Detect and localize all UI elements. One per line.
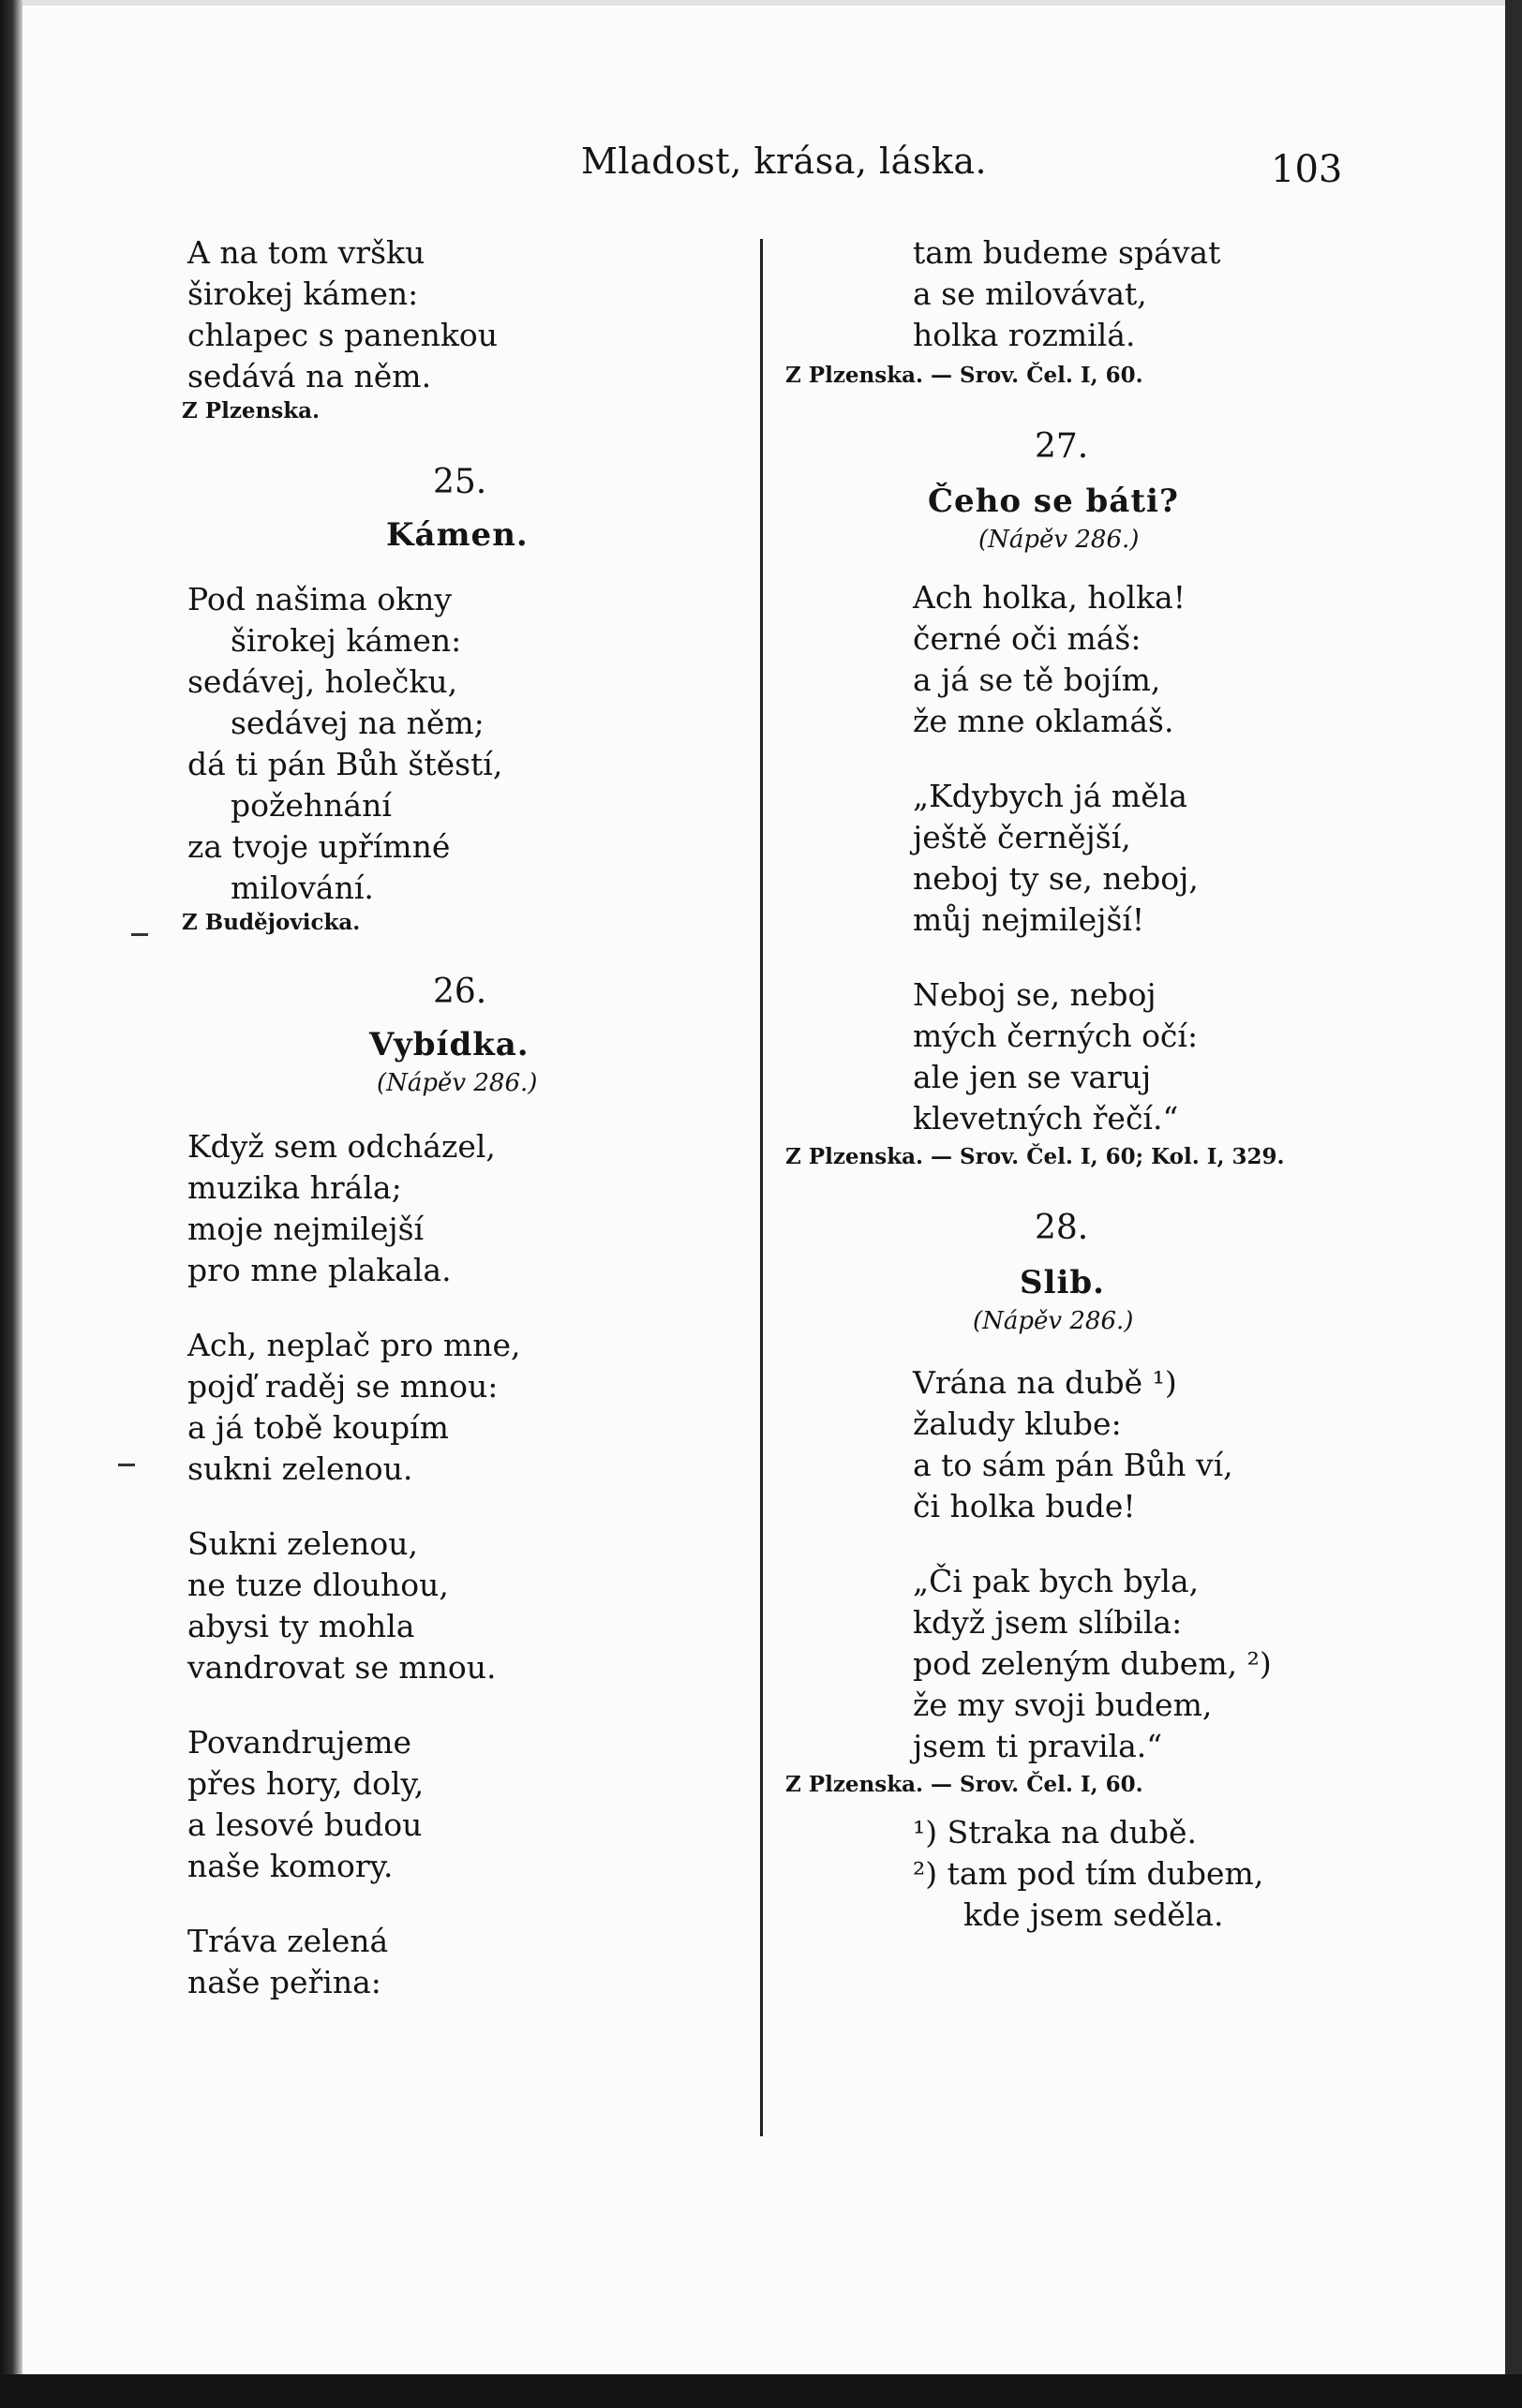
- verse-line: širokej kámen:: [231, 622, 462, 659]
- song-source: Z Budějovicka.: [182, 910, 361, 935]
- verse-line: pro mne plakala.: [187, 1252, 452, 1288]
- verse-line: že mne oklamáš.: [913, 703, 1174, 739]
- verse-line: Tráva zelená: [187, 1923, 389, 1959]
- melody-reference: (Nápěv 286.): [377, 1069, 538, 1097]
- verse-line: A na tom vršku: [187, 234, 425, 271]
- song-source: Z Plzenska.: [182, 398, 321, 424]
- melody-reference: (Nápěv 286.): [973, 1307, 1134, 1335]
- verse-line: že my svoji budem,: [913, 1687, 1213, 1723]
- page-number: 103: [1271, 148, 1343, 191]
- footnote: kde jsem seděla.: [963, 1896, 1224, 1933]
- song-source: Z Plzenska. — Srov. Čel. I, 60; Kol. I, 329.: [785, 1144, 1285, 1169]
- melody-reference: (Nápěv 286.): [978, 526, 1140, 554]
- book-spine: [0, 0, 22, 2408]
- verse-line: neboj ty se, neboj,: [913, 860, 1199, 897]
- verse-line: sedávej, holečku,: [187, 663, 458, 700]
- scan-shadow: [0, 2374, 1522, 2408]
- verse-line: muzika hrála;: [187, 1169, 402, 1206]
- verse-line: tam budeme spávat: [913, 234, 1221, 271]
- verse-line: Ach, neplač pro mne,: [187, 1327, 521, 1363]
- verse-line: Pod našima okny: [187, 581, 452, 617]
- verse-line: Sukni zelenou,: [187, 1525, 419, 1562]
- verse-line: žaludy klube:: [913, 1405, 1122, 1442]
- verse-line: a to sám pán Bůh ví,: [913, 1447, 1233, 1483]
- song-title: Čeho se báti?: [928, 483, 1179, 520]
- verse-line: ne tuze dlouhou,: [187, 1567, 449, 1603]
- verse-line: Ach holka, holka!: [913, 579, 1186, 616]
- verse-line: když jsem slíbila:: [913, 1604, 1183, 1641]
- verse-line: pojď raděj se mnou:: [187, 1368, 499, 1405]
- song-number: 26.: [433, 973, 487, 1011]
- verse-line: a se milovávat,: [913, 275, 1147, 312]
- page-edge: [1505, 0, 1522, 2408]
- song-source: Z Plzenska. — Srov. Čel. I, 60.: [785, 1772, 1143, 1797]
- verse-line: Neboj se, neboj: [913, 976, 1156, 1013]
- verse-line: ještě černější,: [913, 819, 1131, 855]
- verse-line: požehnání: [231, 787, 392, 824]
- verse-line: můj nejmilejší!: [913, 901, 1145, 938]
- verse-line: ale jen se varuj: [913, 1059, 1152, 1095]
- footnote: ¹) Straka na dubě.: [913, 1814, 1198, 1851]
- verse-line: chlapec s panenkou: [187, 317, 498, 353]
- verse-line: naše komory.: [187, 1848, 394, 1884]
- song-title: Vybídka.: [369, 1026, 530, 1063]
- verse-line: mých černých očí:: [913, 1018, 1199, 1054]
- verse-line: holka rozmilá.: [913, 317, 1136, 353]
- song-number: 28.: [1035, 1209, 1089, 1247]
- verse-line: za tvoje upřímné: [187, 828, 451, 865]
- verse-line: abysi ty mohla: [187, 1608, 415, 1644]
- verse-line: Povandrujeme: [187, 1724, 412, 1761]
- verse-line: Když sem odcházel,: [187, 1128, 496, 1165]
- verse-line: vandrovat se mnou.: [187, 1649, 497, 1686]
- right-column: [785, 232, 1338, 1936]
- verse-line: širokej kámen:: [187, 275, 419, 312]
- verse-line: klevetných řečí.“: [913, 1100, 1179, 1137]
- column-divider: [760, 239, 763, 2136]
- margin-mark: [118, 1464, 135, 1466]
- verse-line: dá ti pán Bůh štěstí,: [187, 746, 503, 782]
- verse-line: a já se tě bojím,: [913, 661, 1161, 698]
- verse-line: naše peřina:: [187, 1964, 381, 2000]
- song-title: Slib.: [1020, 1264, 1105, 1301]
- song-number: 27.: [1035, 427, 1089, 466]
- verse-line: jsem ti pravila.“: [913, 1728, 1163, 1764]
- verse-line: a já tobě koupím: [187, 1409, 449, 1446]
- running-title: Mladost, krása, láska.: [581, 141, 988, 182]
- margin-mark: [131, 933, 148, 936]
- song-title: Kámen.: [386, 516, 529, 554]
- left-column: [182, 232, 740, 2003]
- verse-line: moje nejmilejší: [187, 1211, 425, 1247]
- verse-line: černé oči máš:: [913, 620, 1142, 657]
- verse-line: pod zeleným dubem, ²): [913, 1645, 1272, 1682]
- verse-line: a lesové budou: [187, 1806, 423, 1843]
- song-number: 25.: [433, 463, 487, 501]
- footnote: ²) tam pod tím dubem,: [913, 1855, 1264, 1892]
- verse-line: Vrána na dubě ¹): [913, 1364, 1177, 1401]
- verse-line: či holka bude!: [913, 1488, 1136, 1524]
- verse-line: sedává na něm.: [187, 358, 432, 394]
- verse-line: sukni zelenou.: [187, 1450, 413, 1487]
- verse-line: „Kdybych já měla: [913, 778, 1187, 814]
- verse-line: sedávej na něm;: [231, 705, 485, 741]
- verse-line: „Či pak bych byla,: [913, 1563, 1200, 1599]
- verse-line: milování.: [231, 870, 374, 906]
- song-source: Z Plzenska. — Srov. Čel. I, 60.: [785, 363, 1143, 388]
- verse-line: přes hory, doly,: [187, 1765, 425, 1802]
